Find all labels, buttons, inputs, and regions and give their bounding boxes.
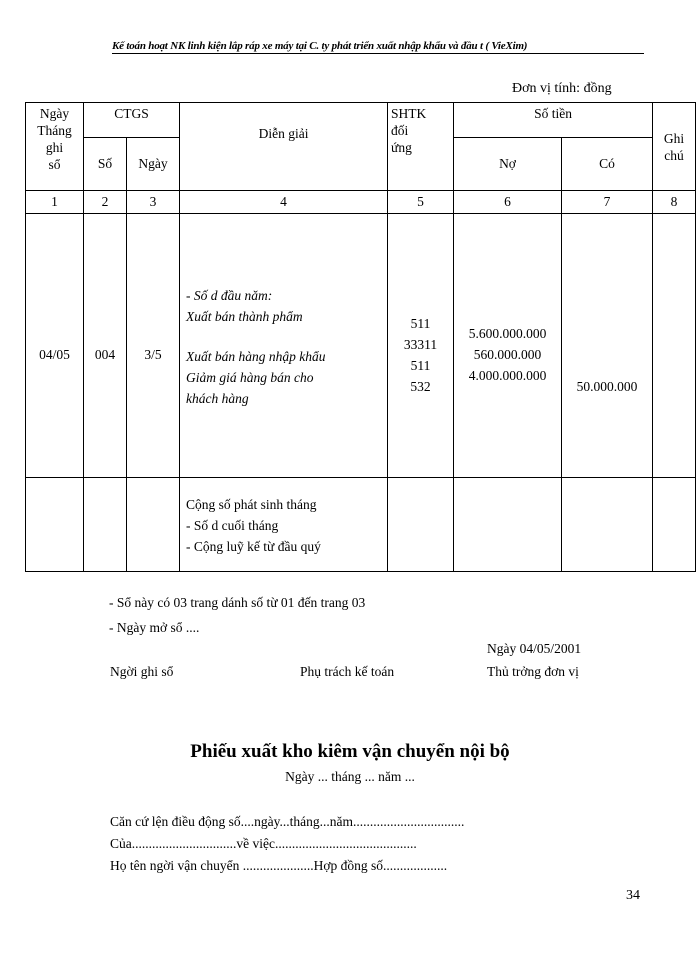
entry-credit: 50.000.000 xyxy=(562,213,653,477)
header-debit: Nợ xyxy=(454,137,562,191)
signer-recorder: Ngời ghi sổ xyxy=(110,664,174,679)
entry-date: 04/05 xyxy=(26,213,84,477)
running-header: Kế toán hoạt NK linh kiện lắp ráp xe máy tại C. ty phát triển xuất nhập khẩu và đầu t ( VieXim) xyxy=(112,40,644,54)
entry-description: - Số d đầu năm: Xuất bán thành phẩm Xuất bán hàng nhập khẩu Giảm giá hàng bán cho khách hàng xyxy=(180,213,388,477)
form-line-carrier: Họ tên ngời vận chuyển .....................Hợp đồng số................... xyxy=(110,858,448,873)
column-number-row xyxy=(26,191,696,213)
signer-head: Thủ trởng đơn vị xyxy=(487,664,579,679)
col-num: 6 xyxy=(454,191,562,213)
header-ctgs: CTGS xyxy=(84,103,180,138)
entry-accounts: 511 33311 511 532 xyxy=(388,213,454,477)
col-num: 1 xyxy=(26,191,84,213)
entry-debit: 5.600.000.000 560.000.000 4.000.000.000 xyxy=(454,213,562,477)
sign-date: Ngày 04/05/2001 xyxy=(487,641,582,656)
col-num: 5 xyxy=(388,191,454,213)
open-date: - Ngày mở sổ .... xyxy=(109,620,200,635)
header-date-col: Ngày Tháng ghi sổ xyxy=(26,103,84,191)
entry-note xyxy=(653,213,696,477)
header-credit: Có xyxy=(562,137,653,191)
header-ctgs-date: Ngày xyxy=(127,137,180,191)
col-num: 7 xyxy=(562,191,653,213)
form-date-line: Ngày ... tháng ... năm ... xyxy=(285,769,415,784)
ledger-table xyxy=(25,102,696,572)
header-shtk: SHTK đối ứng xyxy=(388,103,454,191)
form-line-order: Căn cứ lện điều động số....ngày...tháng...năm................................. xyxy=(110,814,465,829)
summary-description: Cộng số phát sinh tháng - Số d cuối tháng - Cộng luỹ kế từ đầu quý xyxy=(180,477,388,571)
unit-label: Đơn vị tính: đồng xyxy=(512,81,612,96)
entry-ctgs-date: 3/5 xyxy=(127,213,180,477)
col-num: 3 xyxy=(127,191,180,213)
col-num: 2 xyxy=(84,191,127,213)
summary-row xyxy=(26,477,696,571)
signer-chief-accountant: Phụ trách kế toán xyxy=(300,664,395,679)
table-row xyxy=(26,213,696,477)
page-number: 34 xyxy=(626,888,640,903)
header-note: Ghi chú xyxy=(653,103,696,191)
header-amount: Số tiền xyxy=(454,103,653,138)
col-num: 8 xyxy=(653,191,696,213)
pages-note: - Sổ này có 03 trang dánh số từ 01 đến trang 03 xyxy=(109,595,366,610)
col-num: 4 xyxy=(180,191,388,213)
header-description: Diễn giải xyxy=(180,103,388,191)
form-title: Phiếu xuất kho kiêm vận chuyển nội bộ xyxy=(190,741,510,762)
header-ctgs-no: Số xyxy=(84,137,127,191)
form-line-of: Của...............................về việc.......................................... xyxy=(110,836,417,851)
entry-ctgs-no: 004 xyxy=(84,213,127,477)
